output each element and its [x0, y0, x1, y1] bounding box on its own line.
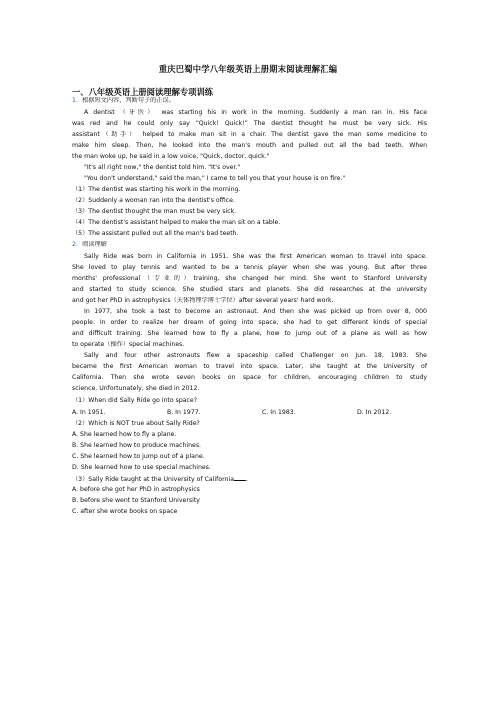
statement: （3）The dentist thought the man must be very sick. [72, 208, 237, 215]
passage-line: assistant（助手） helped to make man sit in a chair. The dentist gave the man some medicine to [72, 131, 427, 138]
passage-line: and difficult training. She learned how to fly a plane, how to jump out of a plane as well as how [72, 330, 427, 337]
sub-question-3 [72, 475, 427, 484]
question-instruction: 阅读理解 [82, 241, 107, 248]
passage-line: people. In order to realize her dream of going into space, she had to get different kinds of special [72, 319, 427, 326]
sub-question-2: （2）Which is NOT true about Sally Ride? [72, 420, 200, 427]
option-b: B. In 1977. [167, 409, 201, 416]
sub-question-3-text: （3）Sally Ride taught at the University of California [72, 476, 234, 483]
sub-question-3-end: . [246, 476, 248, 483]
document-title: 重庆巴蜀中学八年级英语上册期末阅读理解汇编 [158, 64, 338, 74]
section-heading: 一、八年级英语上册阅读理解专项训练 [72, 87, 214, 97]
option-c: C. In 1983. [262, 409, 296, 416]
option-c: C. after she wrote books on space [72, 508, 178, 515]
sub-question-1: （1）When did Sally Ride go into space? [72, 397, 198, 404]
option-b: B. She learned how to produce machines. [72, 442, 202, 449]
passage-line: and started to study science. She studied stars and planets. She did researches at the university [72, 286, 427, 293]
passage-line: science. Unfortunately, she died in 2012. [72, 385, 200, 392]
statement: （4）The dentist's assistant helped to make the man sit on a table. [72, 219, 281, 226]
option-c: C. She learned how to jump out of a plane. [72, 453, 205, 460]
question-instruction: 根据短文内容，判断句子的正误。 [82, 97, 175, 104]
option-b: B. before she went to Stanford University [72, 497, 200, 504]
question-number: 1． [72, 97, 83, 104]
passage-line: "You don't understand," said the man," I came to tell you that your house is on fire." [84, 175, 346, 182]
question-1-header [72, 97, 427, 105]
statement: （5）The assistant pulled out all the man's bad teeth. [72, 230, 239, 237]
statement: （2）Suddenly a woman ran into the dentist's office. [72, 197, 235, 204]
passage-line: Sally Ride was born in California in 1951. She was the first American woman to travel into space. [84, 253, 427, 260]
passage-line: became the first American woman to travel into space. Later, she taught at the University of [72, 363, 427, 370]
option-a: A. before she got her PhD in astrophysics [72, 486, 200, 493]
passage-line: Sally and four other astronauts flew a spaceship called Challenger on Jun. 18, 1983. She [84, 352, 427, 359]
answer-blank [234, 475, 246, 481]
passage-line: California. Then she wrote seven books on space for children, encouraging children to study [72, 374, 427, 381]
passage-line: She loved to play tennis and wanted to be a tennis player when she was young. But after three [72, 264, 427, 271]
passage-line: A dentist （牙医） was starting his in work in the morning. Suddenly a man ran in. His face [84, 109, 427, 116]
question-2-header [72, 241, 427, 249]
option-a: A. In 1951. [72, 409, 106, 416]
option-d: D. She learned how to use special machines. [72, 464, 211, 471]
passage-line: was red and he could only say “Quick! Quick!” The dentist thought he must be very sick. His [72, 120, 427, 127]
passage-line: In 1977, she took a test to become an astronaut. And then she was picked up from over 8, 000 [84, 308, 427, 315]
option-d: D. In 2012. [357, 409, 392, 416]
option-a: A. She learned how to fly a plane. [72, 431, 177, 438]
passage-line: the man woke up, he said in a low voice, "Quick, doctor, quick." [72, 153, 270, 160]
question-number: 2． [72, 241, 83, 248]
passage-line: to operate（操作）special machines. [72, 341, 185, 348]
passage-line: months' professional（专业的）training, she changed her mind. She went to Stanford University [72, 275, 427, 282]
passage-line: make him sleep. Then, he looked into the man's mouth and pulled out all the bad teeth. When [72, 142, 427, 149]
passage-line: "It's all right now," the dentist told him. "It's over." [84, 164, 241, 171]
passage-line: and got her PhD in astrophysics（天体物理学博士学位）after several years' hard work. [72, 297, 334, 304]
statement: （1）The dentist was starting his work in the morning. [72, 186, 241, 193]
